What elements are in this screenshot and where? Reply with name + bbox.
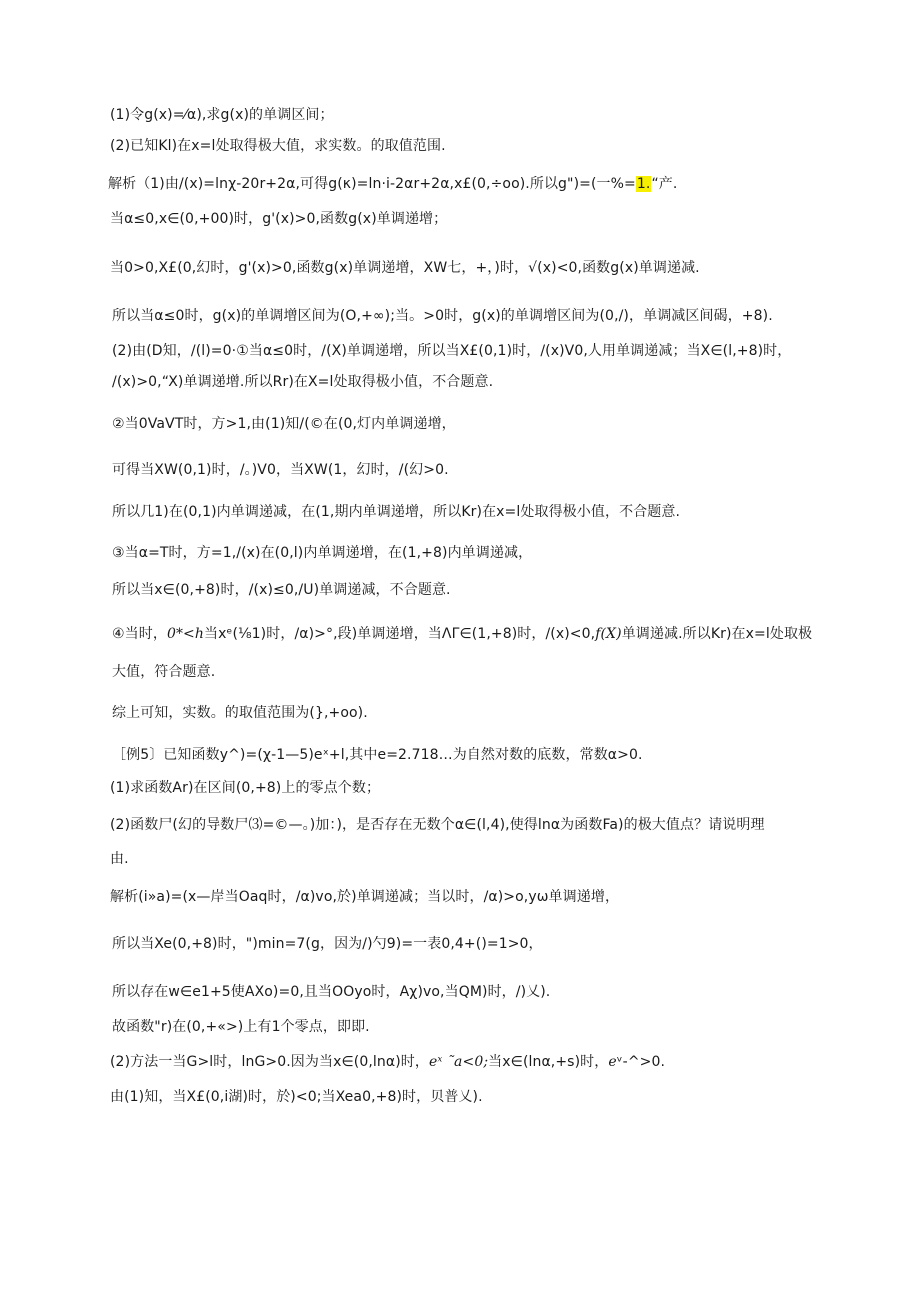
text-line-25-a: (2)方法一当G>l时，lnG>0.因为当x∈(0,lnα)时，: [110, 1054, 429, 1070]
text-line-9: ②当0VaVT时，方>1,由(1)知/(©在(0,灯内单调递增，: [112, 416, 456, 432]
text-line-15: 大值，符合题意.: [112, 664, 216, 680]
text-line-19: (2)函数尸(幻的导数尸⑶=©—。)加：)，是否存在无数个α∈(l,4),使得lnα为函数Fa)的极大值点？请说明理: [110, 817, 765, 833]
text-line-25-b: eˣ ˜a<0;: [428, 1054, 489, 1070]
text-line-16: 综上可知，实数。的取值范围为(},+oo).: [112, 705, 368, 721]
text-line-14-d: f(X): [595, 626, 622, 642]
text-line-26: 由(1)知，当X£(0,i湖)时，於)<0;当Xea0,+8)时，贝普乂).: [110, 1089, 483, 1105]
text-line-14: [112, 624, 812, 644]
text-line-17: ［例5〕已知函数y^)=(χ-1—5)eˣ+l,其中e=2.718…为自然对数的底数，常数α>0.: [112, 747, 643, 763]
text-line-3-tail: “产.: [651, 176, 678, 192]
text-line-25-d: e: [608, 1054, 617, 1070]
text-line-13: 所以当x∈(0,+8)时，/(x)≤0,/U)单调递减，不合题意.: [112, 582, 451, 598]
text-line-4: 当α≤0,x∈(0,+00)时，g'(x)>0,函数g(x)单调递增；: [110, 211, 448, 227]
text-line-12: ③当α=T时，方=1,/(x)在(0,l)内单调递增，在(1,+8)内单调递减，: [112, 545, 533, 561]
text-line-5: 当0>0,X£(0,幻时，g'(x)>0,函数g(x)单调递增，XW七，+，)时，√(x)<0,函数g(x)单调递减.: [110, 260, 700, 276]
text-line-2: (2)已知Kl)在x=l处取得极大值，求实数。的取值范围.: [110, 138, 446, 154]
text-line-3-main: 解析（1)由/(x)=lnχ-20r+2α,可得g(κ)=ln·i-2αr+2α,x£(0,÷oo).所以g")=(一%=: [108, 176, 636, 192]
text-line-25: [110, 1052, 665, 1072]
text-line-23: 所以存在w∈e1+5使AXo)=0,且当OOyo时，Aχ)vo,当QM)时，/)乂).: [112, 984, 551, 1000]
text-line-8: /(x)>0,“X)单调递增.所以Rr)在X=l处取得极小值，不合题意.: [112, 374, 494, 390]
text-line-20: 由.: [110, 851, 129, 867]
text-line-11: 所以几1)在(0,1)内单调递减，在(1,期内单调递增，所以Kr)在x=l处取得极小值，不合题意.: [112, 504, 681, 520]
text-line-14-c: 当xᵉ(⅛1)时，/α)>°,段)单调递增，当ΛΓ∈(1,+8)时，/(x)<0,: [204, 626, 596, 642]
text-line-6: 所以当α≤0时，g(x)的单调增区间为(O,+∞);当。>0时，g(x)的单调增区间为(0,/)，单调减区间碣，+8).: [112, 308, 773, 324]
text-line-21: 解析(i»a)=(x—岸当Oaq时，/α)vo,於)单调递减；当以时，/α)>o,yω单调递增，: [110, 889, 620, 905]
text-line-14-a: ④当时，: [112, 626, 167, 642]
text-line-25-c: 当x∈(lnα,+s)时，: [488, 1054, 609, 1070]
text-line-14-b: 0*<h: [166, 626, 205, 642]
text-line-7: (2)由(D知，/(l)=0·①当α≤0时，/(X)单调递增，所以当X£(0,1)时，/(x)V0,人用单调递减；当X∈(l,+8)时，: [112, 343, 792, 359]
text-line-1: (1)令g(x)=⁄α),求g(x)的单调区间；: [110, 107, 334, 123]
text-line-24: 故函数"r)在(0,+«>)上有1个零点，即即.: [112, 1019, 370, 1035]
text-line-25-e: ᵛ-^>0.: [616, 1054, 666, 1070]
text-line-3: [108, 174, 677, 194]
text-line-10: 可得当XW(0,1)时，/。)V0，当XW(1，幻时，/(幻>0.: [112, 462, 449, 478]
highlight-mark: 1.: [636, 176, 651, 192]
text-line-18: (1)求函数Ar)在区间(0,+8)上的零点个数；: [110, 780, 381, 796]
text-line-14-e: 单调递减.所以Kr)在x=l处取极: [621, 626, 813, 642]
text-line-22: 所以当Xe(0,+8)时，")min=7(g，因为/)勺9)=一表0,4+()=1>0，: [112, 936, 543, 952]
